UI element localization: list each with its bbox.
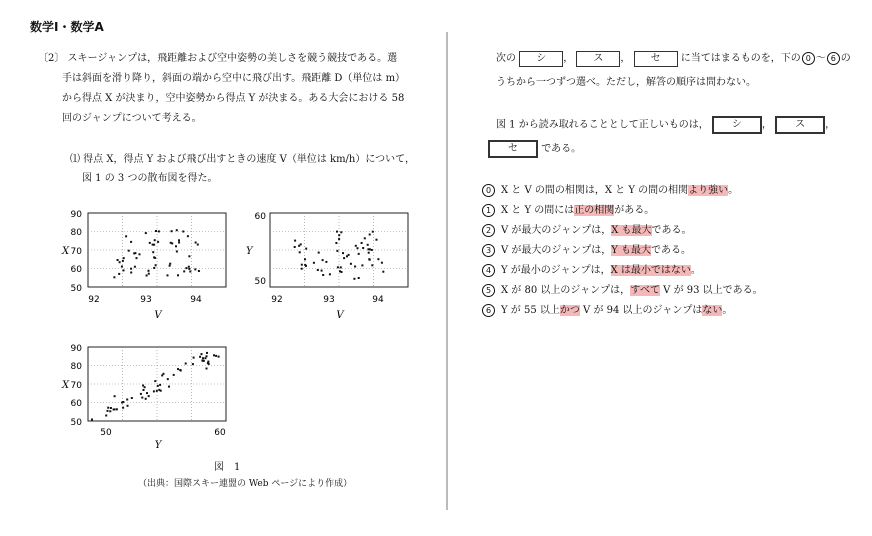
scatter-point: [157, 385, 159, 387]
y-tick-label: 50: [70, 418, 82, 428]
scatter-point: [177, 368, 179, 370]
question-text: である。: [541, 143, 582, 155]
y-axis-label: X: [62, 246, 70, 257]
scatter-point: [343, 257, 345, 259]
scatter-point: [206, 352, 208, 354]
plot-grid: [270, 213, 408, 287]
scatter-point: [187, 235, 189, 237]
x-tick-label: 94: [190, 295, 202, 305]
y-tick-label: 90: [70, 210, 82, 220]
scatter-point: [321, 270, 323, 272]
scatter-point: [170, 242, 172, 244]
scatter-point: [146, 392, 148, 394]
scatter-point: [116, 408, 118, 410]
y-tick-label: 50: [70, 284, 82, 294]
scatter-point: [142, 385, 144, 387]
column-divider: [446, 32, 448, 510]
scatter-point: [357, 247, 359, 249]
scatter-point: [140, 393, 142, 395]
scatter-point: [155, 264, 157, 266]
scatter-point: [148, 395, 150, 397]
scatter-point: [110, 407, 112, 409]
scatter-point: [176, 229, 178, 231]
separator: ，: [825, 119, 836, 131]
option-5: 5 X が 80 以上のジャンプは，すべて V が 93 以上である。: [482, 284, 763, 298]
option-0: 0 X と V の間の相関は，X と Y の間の相関より強い。: [482, 184, 738, 198]
x-tick-label: 92: [271, 295, 283, 305]
scatter-point: [197, 244, 199, 246]
scatter-point: [202, 357, 204, 359]
scatter-point: [350, 263, 352, 265]
scatter-point: [195, 242, 197, 244]
scatter-point: [113, 276, 115, 278]
scatter-point: [167, 378, 169, 380]
scatter-point: [338, 238, 340, 240]
scatter-point: [188, 266, 190, 268]
scatter-point: [105, 415, 107, 417]
y-tick-label: 70: [70, 381, 82, 391]
y-tick-label: 80: [70, 362, 82, 372]
y-tick-label: 60: [254, 212, 266, 222]
scatter-point: [109, 410, 111, 412]
scatter-point: [123, 269, 125, 271]
scatter-point: [304, 264, 306, 266]
scatter-point: [188, 255, 190, 257]
option-2: 2 V が最大のジャンプは，X も最大である。: [482, 224, 692, 238]
scatter-point: [369, 248, 371, 250]
x-axis-label: Y: [154, 440, 162, 451]
plot-x-v: [60, 208, 240, 323]
scatter-point: [126, 399, 128, 401]
question-line-2: [488, 140, 581, 159]
range-separator: ～: [815, 53, 826, 64]
scatter-point: [154, 257, 156, 259]
separator: ，: [620, 53, 631, 64]
scatter-point: [154, 239, 156, 241]
scatter-point: [171, 230, 173, 232]
scatter-point: [156, 390, 158, 392]
scatter-point: [173, 374, 175, 376]
scatter-point: [153, 267, 155, 269]
scatter-point: [381, 262, 383, 264]
scatter-point: [160, 390, 162, 392]
scatter-point: [201, 360, 203, 362]
scatter-point: [206, 355, 208, 357]
x-tick-label: 93: [140, 295, 152, 305]
scatter-point: [300, 243, 302, 245]
scatter-point: [206, 368, 208, 370]
scatter-point: [382, 271, 384, 273]
scatter-point: [341, 271, 343, 273]
y-tick-label: 60: [70, 399, 82, 409]
scatter-point: [154, 380, 156, 382]
plot-grid: [88, 213, 226, 287]
scatter-point: [107, 410, 109, 412]
scatter-point: [114, 395, 116, 397]
scatter-point: [336, 250, 338, 252]
scatter-point: [376, 239, 378, 241]
scatter-point: [317, 269, 319, 271]
scatter-point: [322, 274, 324, 276]
x-tick-label: 92: [88, 295, 100, 305]
scatter-point: [358, 277, 360, 279]
y-tick-label: 70: [70, 247, 82, 257]
scatter-point: [194, 268, 196, 270]
scatter-point: [340, 266, 342, 268]
scatter-point: [329, 273, 331, 275]
y-tick-label: 90: [70, 344, 82, 354]
scatter-point: [368, 258, 370, 260]
scatter-point: [139, 253, 141, 255]
y-axis-label: X: [62, 380, 70, 391]
scatter-point: [371, 264, 373, 266]
scatter-point: [148, 270, 150, 272]
scatter-point: [361, 264, 363, 266]
answer-box-shi: シ: [712, 116, 762, 134]
scatter-point: [169, 265, 171, 267]
answer-box-shi: シ: [519, 51, 563, 67]
answer-box-se: セ: [634, 51, 678, 67]
scatter-point: [354, 266, 356, 268]
scatter-point: [176, 251, 178, 253]
scatter-point: [134, 266, 136, 268]
instruction-text: 次の: [496, 53, 516, 64]
x-tick-label: 60: [214, 428, 226, 438]
scatter-point: [169, 263, 171, 265]
scatter-point: [185, 267, 187, 269]
y-tick-label: 80: [70, 228, 82, 238]
option-4: 4 Y が最小のジャンプは，X は最小ではない。: [482, 264, 701, 278]
scatter-point: [175, 245, 177, 247]
separator: ，: [563, 53, 574, 64]
scatter-point: [318, 252, 320, 254]
scatter-point: [322, 259, 324, 261]
scatter-point: [368, 252, 370, 254]
scatter-point: [207, 362, 209, 364]
option-1: 1 X と Y の間には正の相関がある。: [482, 204, 654, 218]
option-6: 6 Y が 55 以上かつ V が 94 以上のジャンプはない。: [482, 304, 732, 318]
points: [91, 352, 220, 421]
scatter-point: [342, 252, 344, 254]
scatter-point: [213, 354, 215, 356]
y-axis-label: Y: [246, 246, 253, 257]
intro-line-2: 手は斜面を滑り降り，斜面の端から空中に飛び出す。飛距離 D（単位は m）: [62, 73, 406, 84]
scatter-point: [377, 258, 379, 260]
scatter-point: [127, 405, 129, 407]
scatter-point: [301, 264, 303, 266]
scatter-point: [152, 244, 154, 246]
scatter-point: [136, 257, 138, 259]
scatter-point: [362, 247, 364, 249]
scatter-point: [131, 397, 133, 399]
instruction-text: の: [840, 53, 851, 64]
x-tick-label: 93: [323, 295, 335, 305]
intro-line-1: 〔2〕 スキージャンプは，飛距離および空中姿勢の美しさを競う競技である。選: [38, 53, 398, 64]
scatter-point: [218, 356, 220, 358]
scatter-point: [355, 245, 357, 247]
scatter-point: [337, 266, 339, 268]
scatter-point: [155, 230, 157, 232]
scatter-point: [148, 273, 150, 275]
scatter-point: [145, 398, 147, 400]
points: [113, 229, 199, 278]
scatter-point: [364, 237, 366, 239]
scatter-point: [299, 251, 301, 253]
scatter-point: [367, 244, 369, 246]
intro-line-3: から得点 X が決まり，空中姿勢から得点 Y が決まる。ある大会における 58: [62, 93, 405, 104]
figure-source: （出典：国際スキー連盟の Web ページにより作成）: [138, 479, 353, 489]
scatter-point: [152, 251, 154, 253]
instruction-text: に当てはまるものを，下の: [680, 53, 801, 64]
page-title: 数学Ⅰ・数学A: [30, 20, 104, 34]
scatter-point: [192, 363, 194, 365]
scatter-point: [198, 270, 200, 272]
option-3: 3 V が最大のジャンプは，Y も最大である。: [482, 244, 691, 258]
scatter-point: [117, 259, 119, 261]
scatter-point: [168, 386, 170, 388]
answer-box-se: セ: [488, 140, 538, 158]
scatter-point: [361, 242, 363, 244]
scatter-point: [159, 384, 161, 386]
scatter-point: [113, 409, 115, 411]
scatter-point: [340, 231, 342, 233]
scatter-point: [336, 231, 338, 233]
x-axis-label: V: [336, 310, 344, 321]
scatter-point: [301, 268, 303, 270]
scatter-point: [178, 242, 180, 244]
x-axis-label: V: [154, 310, 162, 321]
scatter-point: [204, 357, 206, 359]
answer-box-su: ス: [576, 51, 620, 67]
scatter-point: [294, 246, 296, 248]
answer-box-su: ス: [775, 116, 825, 134]
scatter-point: [294, 240, 296, 242]
x-tick-label: 50: [100, 428, 112, 438]
instruction-line-1: [496, 50, 851, 68]
scatter-point: [141, 397, 143, 399]
scatter-point: [158, 230, 160, 232]
scatter-point: [215, 355, 217, 357]
scatter-point: [122, 401, 124, 403]
scatter-point: [145, 232, 147, 234]
scatter-point: [177, 274, 179, 276]
scatter-point: [122, 260, 124, 262]
scatter-point: [123, 257, 125, 259]
scatter-point: [130, 272, 132, 274]
scatter-point: [107, 407, 109, 409]
scatter-point: [358, 253, 360, 255]
scatter-point: [335, 242, 337, 244]
instruction-line-2: うちから一つずつ選べ。ただし，解答の順序は問わない。: [496, 77, 756, 88]
scatter-point: [183, 270, 185, 272]
q1-line-1: ⑴ 得点 X，得点 Y および飛び出すときの速度 V（単位は km/h）について，: [70, 154, 415, 165]
plot-x-y: [60, 342, 240, 454]
scatter-point: [338, 234, 340, 236]
scatter-point: [178, 239, 180, 241]
scatter-point: [182, 231, 184, 233]
option-range-start: 0: [802, 52, 815, 65]
scatter-point: [189, 271, 191, 273]
scatter-point: [180, 370, 182, 372]
scatter-point: [122, 407, 124, 409]
scatter-point: [348, 254, 350, 256]
scatter-point: [125, 235, 127, 237]
scatter-point: [188, 268, 190, 270]
scatter-point: [201, 353, 203, 355]
scatter-point: [371, 249, 373, 251]
scatter-point: [305, 248, 307, 250]
question-line-1: [496, 116, 835, 135]
figure-label: 図 1: [214, 462, 241, 473]
scatter-point: [130, 268, 132, 270]
separator: ，: [761, 119, 772, 131]
scatter-point: [353, 278, 355, 280]
scatter-point: [325, 261, 327, 263]
intro-line-4: 回のジャンプについて考える。: [62, 113, 202, 124]
scatter-point: [193, 357, 195, 359]
scatter-point: [313, 262, 315, 264]
scatter-point: [153, 390, 155, 392]
scatter-point: [118, 273, 120, 275]
scatter-point: [119, 261, 121, 263]
y-tick-label: 60: [70, 265, 82, 275]
scatter-point: [121, 266, 123, 268]
x-tick-label: 94: [372, 295, 384, 305]
scatter-point: [161, 374, 163, 376]
scatter-point: [372, 231, 374, 233]
scatter-point: [130, 241, 132, 243]
scatter-point: [149, 242, 151, 244]
scatter-point: [167, 274, 169, 276]
plot-y-v: [246, 208, 416, 323]
scatter-point: [369, 234, 371, 236]
scatter-point: [157, 241, 159, 243]
scatter-point: [199, 356, 201, 358]
scatter-point: [128, 250, 130, 252]
scatter-point: [133, 252, 135, 254]
y-tick-label: 50: [254, 277, 266, 287]
option-range-end: 6: [827, 52, 840, 65]
scatter-point: [304, 258, 306, 260]
scatter-point: [91, 419, 93, 421]
scatter-point: [143, 389, 145, 391]
scatter-point: [146, 275, 148, 277]
scatter-point: [185, 363, 187, 365]
question-text: 図 1 から読み取れることとして正しいものは，: [496, 119, 709, 131]
q1-line-2: 図 1 の 3 つの散布図を得た。: [82, 173, 218, 184]
